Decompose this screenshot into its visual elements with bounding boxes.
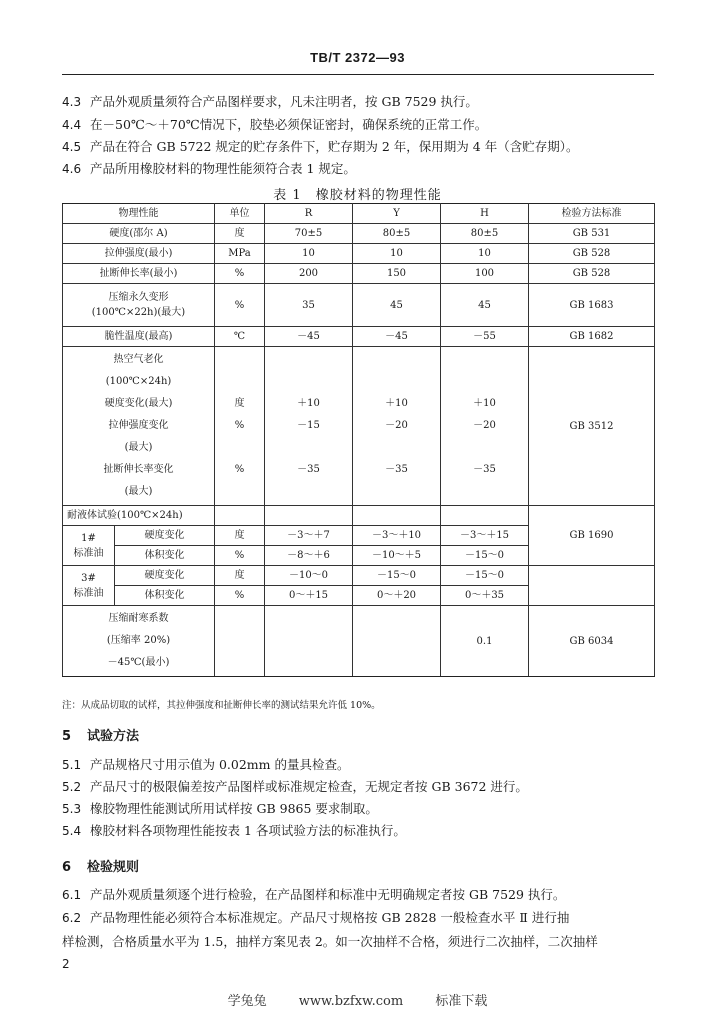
clause-5-1: 5.1 产品规格尺寸用示值为 0.02mm 的量具检查。 — [62, 757, 350, 772]
col-header-unit: 单位 — [215, 204, 265, 224]
cold-h: 0.1 — [441, 606, 529, 677]
oil3-volume-unit: % — [215, 586, 265, 606]
aging-label-line: 扯断伸长率变化 — [103, 464, 174, 475]
aging-label-line: 热空气老化 — [113, 354, 164, 365]
footer-site-name: 学兔兔 — [227, 994, 267, 1009]
liquid-std: GB 1690 — [529, 506, 655, 566]
oil1-number: 1# — [81, 532, 96, 544]
table-row — [63, 506, 655, 526]
brittle-unit: ℃ — [215, 327, 265, 347]
aging-r-hardness: ＋10 — [297, 398, 320, 409]
compression-label-line1: 压缩永久变形 — [108, 292, 169, 303]
aging-unit-elongation: % — [234, 464, 245, 475]
oil1-volume-y: －10～＋5 — [353, 546, 441, 566]
hardness-unit: 度 — [215, 224, 265, 244]
elongation-unit: % — [215, 264, 265, 284]
footer-url[interactable]: www.bzfxw.com — [298, 994, 404, 1009]
table-row — [63, 347, 655, 506]
table-row — [63, 566, 655, 586]
aging-label-line: (最大) — [124, 486, 153, 497]
cold-label-line: 压缩耐寒系数 — [108, 613, 169, 624]
hardness-label: 硬度(邵尔 A) — [63, 224, 215, 244]
page-number: 2 — [62, 957, 70, 971]
clause-4-6: 4.6 产品所用橡胶材料的物理性能须符合表 1 规定。 — [62, 161, 356, 176]
document-header: TB/T 2372—93 — [310, 50, 405, 65]
oil3-std-empty — [529, 566, 655, 606]
table-header-row — [63, 204, 655, 224]
oil1-volume-h: －15～0 — [441, 546, 529, 566]
aging-label-line: (100℃×24h) — [105, 376, 172, 387]
aging-unit-hardness: 度 — [234, 398, 245, 409]
clause-5-2: 5.2 产品尺寸的极限偏差按产品图样或标准规定检查，无规定者按 GB 3672 进行。 — [62, 779, 528, 794]
aging-units — [215, 347, 265, 506]
cold-label-line: －45℃(最小) — [107, 657, 170, 668]
hardness-r: 70±5 — [265, 224, 353, 244]
aging-unit-tensile: % — [234, 420, 245, 431]
table-row — [63, 264, 655, 284]
oil3-name: 标准油 — [73, 587, 104, 599]
site-footer — [0, 990, 715, 1009]
compression-label — [63, 284, 215, 327]
tensile-std: GB 528 — [529, 244, 655, 264]
aging-r — [265, 347, 353, 506]
aging-label-line: 硬度变化(最大) — [104, 398, 173, 409]
tensile-label: 拉伸强度(最小) — [63, 244, 215, 264]
brittle-y: －45 — [353, 327, 441, 347]
clause-4-4: 4.4 在－50℃～＋70℃情况下，胶垫必须保证密封，确保系统的正常工作。 — [62, 117, 488, 132]
table-row — [63, 606, 655, 677]
oil3-hardness-r: －10～0 — [265, 566, 353, 586]
compression-label-line2: (100℃×22h)(最大) — [91, 307, 186, 318]
elongation-h: 100 — [441, 264, 529, 284]
aging-y-tensile: －20 — [385, 420, 408, 431]
aging-label-line: 拉伸强度变化 — [108, 420, 169, 431]
clause-4-5: 4.5 产品在符合 GB 5722 规定的贮存条件下，贮存期为 2 年，保用期为 4 年（含贮存期）。 — [62, 139, 579, 154]
clause-5-4: 5.4 橡胶材料各项物理性能按表 1 各项试验方法的标准执行。 — [62, 823, 406, 838]
clause-5-3: 5.3 橡胶物理性能测试所用试样按 GB 9865 要求制取。 — [62, 801, 378, 816]
oil3-label — [63, 566, 115, 606]
hardness-h: 80±5 — [441, 224, 529, 244]
oil1-name: 标准油 — [73, 547, 104, 559]
col-header-h: H — [441, 204, 529, 224]
clause-4-3: 4.3 产品外观质量须符合产品图样要求，凡未注明者，按 GB 7529 执行。 — [62, 94, 478, 109]
col-header-r: R — [265, 204, 353, 224]
oil3-hardness-y: －15～0 — [353, 566, 441, 586]
aging-r-elongation: －35 — [297, 464, 320, 475]
aging-y-elongation: －35 — [385, 464, 408, 475]
table-row — [63, 224, 655, 244]
brittle-h: －55 — [441, 327, 529, 347]
liquid-test-title: 耐液体试验(100℃×24h) — [63, 506, 215, 526]
col-header-y: Y — [353, 204, 441, 224]
elongation-r: 200 — [265, 264, 353, 284]
oil3-hardness-unit: 度 — [215, 566, 265, 586]
aging-label — [63, 347, 215, 506]
tensile-r: 10 — [265, 244, 353, 264]
table-row — [63, 284, 655, 327]
clause-6-2: 6.2 产品物理性能必须符合本标准规定。产品尺寸规格按 GB 2828 一般检查水平 Ⅱ 进行抽 — [62, 910, 570, 925]
footer-tagline: 标准下载 — [435, 994, 488, 1009]
oil3-hardness-h: －15～0 — [441, 566, 529, 586]
oil1-hardness-h: －3～＋15 — [441, 526, 529, 546]
aging-label-line: (最大) — [124, 442, 153, 453]
section-6-heading: 6 检验规则 — [62, 860, 140, 875]
aging-y — [353, 347, 441, 506]
brittle-label: 脆性温度(最高) — [63, 327, 215, 347]
tensile-y: 10 — [353, 244, 441, 264]
hardness-y: 80±5 — [353, 224, 441, 244]
elongation-std: GB 528 — [529, 264, 655, 284]
oil3-volume-y: 0～＋20 — [353, 586, 441, 606]
tensile-unit: MPa — [215, 244, 265, 264]
clause-6-1: 6.1 产品外观质量须逐个进行检验，在产品图样和标准中无明确规定者按 GB 7529 执行。 — [62, 887, 566, 902]
aging-r-tensile: －15 — [297, 420, 320, 431]
cold-std: GB 6034 — [529, 606, 655, 677]
oil3-volume-label: 体积变化 — [115, 586, 215, 606]
aging-y-hardness: ＋10 — [385, 398, 408, 409]
elongation-y: 150 — [353, 264, 441, 284]
aging-std: GB 3512 — [529, 347, 655, 506]
aging-h-elongation: －35 — [473, 464, 496, 475]
clause-6-2-continuation: 样检测，合格质量水平为 1.5，抽样方案见表 2。如一次抽样不合格，须进行二次抽样，二次抽样 — [62, 934, 598, 949]
aging-h — [441, 347, 529, 506]
elongation-label: 扯断伸长率(最小) — [63, 264, 215, 284]
header-rule — [62, 74, 654, 75]
oil1-label — [63, 526, 115, 566]
oil3-volume-h: 0～＋35 — [441, 586, 529, 606]
hardness-std: GB 531 — [529, 224, 655, 244]
oil1-hardness-label: 硬度变化 — [115, 526, 215, 546]
compression-unit: % — [215, 284, 265, 327]
brittle-std: GB 1682 — [529, 327, 655, 347]
section-5-heading: 5 试验方法 — [62, 729, 140, 744]
aging-h-hardness: ＋10 — [473, 398, 496, 409]
cold-label-line: (压缩率 20%) — [106, 635, 171, 646]
compression-y: 45 — [353, 284, 441, 327]
col-header-property: 物理性能 — [63, 204, 215, 224]
oil1-volume-r: －8～＋6 — [265, 546, 353, 566]
compression-std: GB 1683 — [529, 284, 655, 327]
oil3-hardness-label: 硬度变化 — [115, 566, 215, 586]
oil1-volume-label: 体积变化 — [115, 546, 215, 566]
oil3-number: 3# — [81, 572, 96, 584]
table-title: 表 1 橡胶材料的物理性能 — [273, 188, 442, 203]
oil1-hardness-y: －3～＋10 — [353, 526, 441, 546]
oil1-volume-unit: % — [215, 546, 265, 566]
brittle-r: －45 — [265, 327, 353, 347]
tensile-h: 10 — [441, 244, 529, 264]
oil3-volume-r: 0～＋15 — [265, 586, 353, 606]
cold-label — [63, 606, 215, 677]
oil1-hardness-r: －3～＋7 — [265, 526, 353, 546]
compression-r: 35 — [265, 284, 353, 327]
table-row — [63, 327, 655, 347]
col-header-standard: 检验方法标准 — [529, 204, 655, 224]
compression-h: 45 — [441, 284, 529, 327]
table-note: 注：从成品切取的试样，其拉伸强度和扯断伸长率的测试结果允许低 10%。 — [62, 700, 381, 711]
rubber-properties-table — [62, 203, 655, 677]
table-row — [63, 244, 655, 264]
oil1-hardness-unit: 度 — [215, 526, 265, 546]
aging-h-tensile: －20 — [473, 420, 496, 431]
